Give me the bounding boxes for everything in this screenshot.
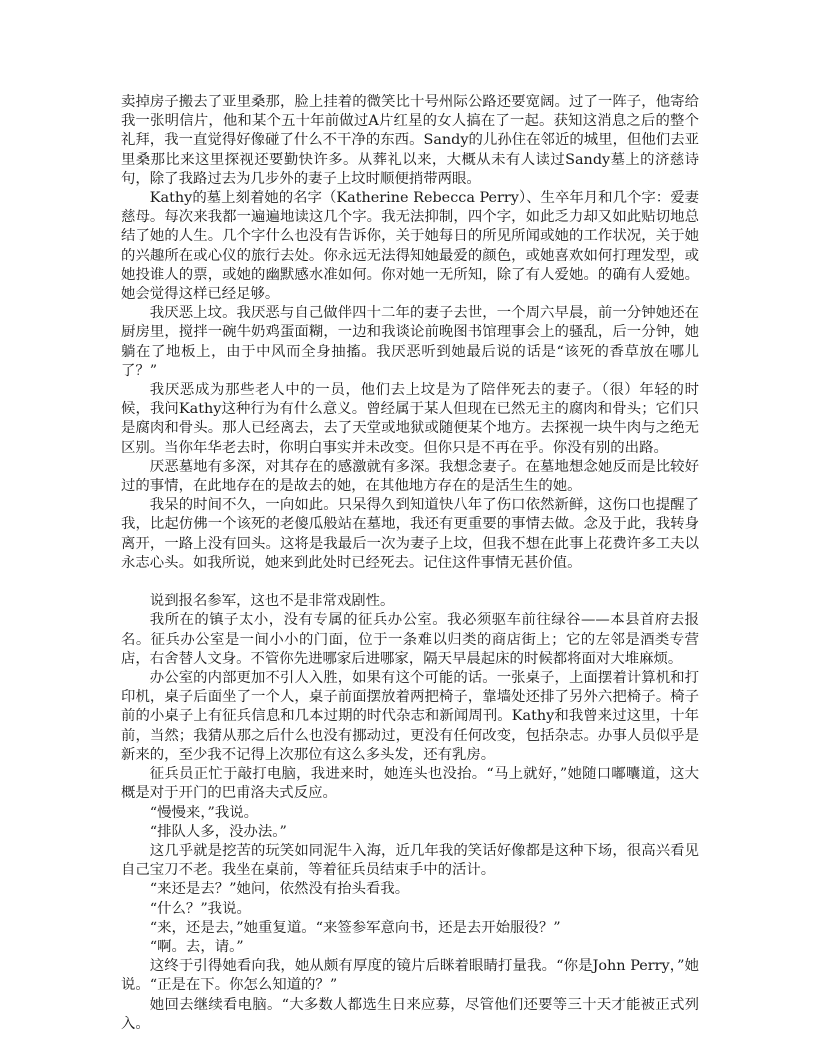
paragraph: “慢慢来，”我说。 <box>149 804 259 821</box>
paragraph: 我呆的时间不久，一向如此。只呆得久到知道快八年了伤口依然新鲜，这伤口也提醒了我，比起仿佛一个该死的老傻瓜般站在墓地，我还有更重要的事情去做。念及于此，我转身离开，一路上没有回头。这将是我最后一次为妻子上坟，但我不想在此事上花费许多工夫以永志心头。如我所说，她来到此处时已经死去。记住这件事情无甚价值。 <box>121 497 699 571</box>
paragraph: 我所在的镇子太小，没有专属的征兵办公室。我必须驱车前往绿谷——本县首府去报名。征兵办公室是一间小小的门面，位于一条难以归类的商店街上；它的左邻是酒类专营店，右舍替人文身。不管你先进哪家后进哪家，隔天早晨起床的时候都将面对大堆麻烦。 <box>121 612 699 667</box>
paragraph: 我厌恶上坟。我厌恶与自己做伴四十二年的妻子去世，一个周六早晨，前一分钟她还在厨房里，搅拌一碗牛奶鸡蛋面糊，一边和我谈论前晚图书馆理事会上的骚乱，后一分钟，她躺在了地板上，由于中风而全身抽搐。我厌恶听到她最后说的话是“该死的香草放在哪儿了？” <box>121 305 699 379</box>
section-cemetery <box>121 93 699 573</box>
document-page <box>121 93 699 1034</box>
paragraph: Kathy的墓上刻着她的名字（Katherine Rebecca Perry）、生卒年月和几个字：爱妻慈母。每次来我都一遍遍地读这几个字。我无法抑制，四个字，如此乏力却又如此贴切地总结了她的人生。几个字什么也没有告诉你，关于她每日的所见所闻或她的工作状况，关于她的兴趣所在或心仪的旅行去处。你永远无法得知她最爱的颜色，或她喜欢如何打理发型，或她投谁人的票，或她的幽默感水准如何。你对她一无所知，除了有人爱她。的确有人爱她。她会觉得这样已经足够。 <box>121 190 699 303</box>
paragraph: “啊。去，请。” <box>149 938 244 955</box>
paragraph: 办公室的内部更加不引人入胜，如果有这个可能的话。一张桌子，上面摆着计算机和打印机，桌子后面坐了一个人，桌子前面摆放着两把椅子，靠墙处还排了另外六把椅子。椅子前的小桌子上有征兵信息和几本过期的时代杂志和新闻周刊。Kathy和我曾来过这里，十年前，当然；我猜从那之后什么也没有挪动过，更没有任何改变，包括杂志。办事人员似乎是新来的，至少我不记得上次那位有这么多头发，还有乳房。 <box>121 670 699 763</box>
paragraph: 说到报名参军，这也不是非常戏剧性。 <box>149 593 395 610</box>
paragraph: “排队人多，没办法。” <box>149 823 287 840</box>
paragraph: “来，还是去，”她重复道。“来签参军意向书，还是去开始服役？” <box>149 919 561 936</box>
paragraph: 这几乎就是挖苦的玩笑如同泥牛入海，近几年我的笑话好像都是这种下场，很高兴看见自己宝刀不老。我坐在桌前，等着征兵员结束手中的活计。 <box>121 842 699 879</box>
paragraph: “什么？”我说。 <box>149 900 251 917</box>
paragraph: 厌恶墓地有多深，对其存在的感激就有多深。我想念妻子。在墓地想念她反而是比较好过的事情，在此地存在的是故去的她，在其他地方存在的是活生生的她。 <box>121 458 699 495</box>
paragraph: 她回去继续看电脑。“大多数人都选生日来应募，尽管他们还要等三十天才能被正式列入。 <box>121 996 699 1032</box>
paragraph: 这终于引得她看向我，她从颇有厚度的镜片后眯着眼睛打量我。“你是John Perry，”她说。“正是在下。你怎么知道的？” <box>121 958 699 994</box>
paragraph: 征兵员正忙于敲打电脑，我进来时，她连头也没抬。“马上就好，”她随口嘟囔道，这大概是对于开门的巴甫洛夫式反应。 <box>121 766 699 802</box>
section-enlistment <box>121 592 699 1034</box>
section-break <box>121 573 699 592</box>
paragraph: “来还是去？”她问，依然没有抬头看我。 <box>149 881 410 898</box>
paragraph: 我厌恶成为那些老人中的一员，他们去上坟是为了陪伴死去的妻子。（很）年轻的时候，我问Kathy这种行为有什么意义。曾经属于某人但现在已然无主的腐肉和骨头；它们只是腐肉和骨头。那人已经离去，去了天堂或地狱或随便某个地方。去探视一块牛肉与之绝无区别。当你年华老去时，你明白事实并未改变。但你只是不再在乎。你没有别的出路。 <box>121 382 699 456</box>
paragraph: 卖掉房子搬去了亚里桑那，脸上挂着的微笑比十号州际公路还要宽阔。过了一阵子，他寄给我一张明信片，他和某个五十年前做过A片红星的女人搞在了一起。获知这消息之后的整个礼拜，我一直觉得好像碰了什么不干净的东西。Sandy的儿孙住在邻近的城里，但他们去亚里桑那比来这里探视还要勤快许多。从葬礼以来，大概从未有人读过Sandy墓上的济慈诗句，除了我路过去为几步外的妻子上坟时顺便捎带两眼。 <box>121 94 699 187</box>
